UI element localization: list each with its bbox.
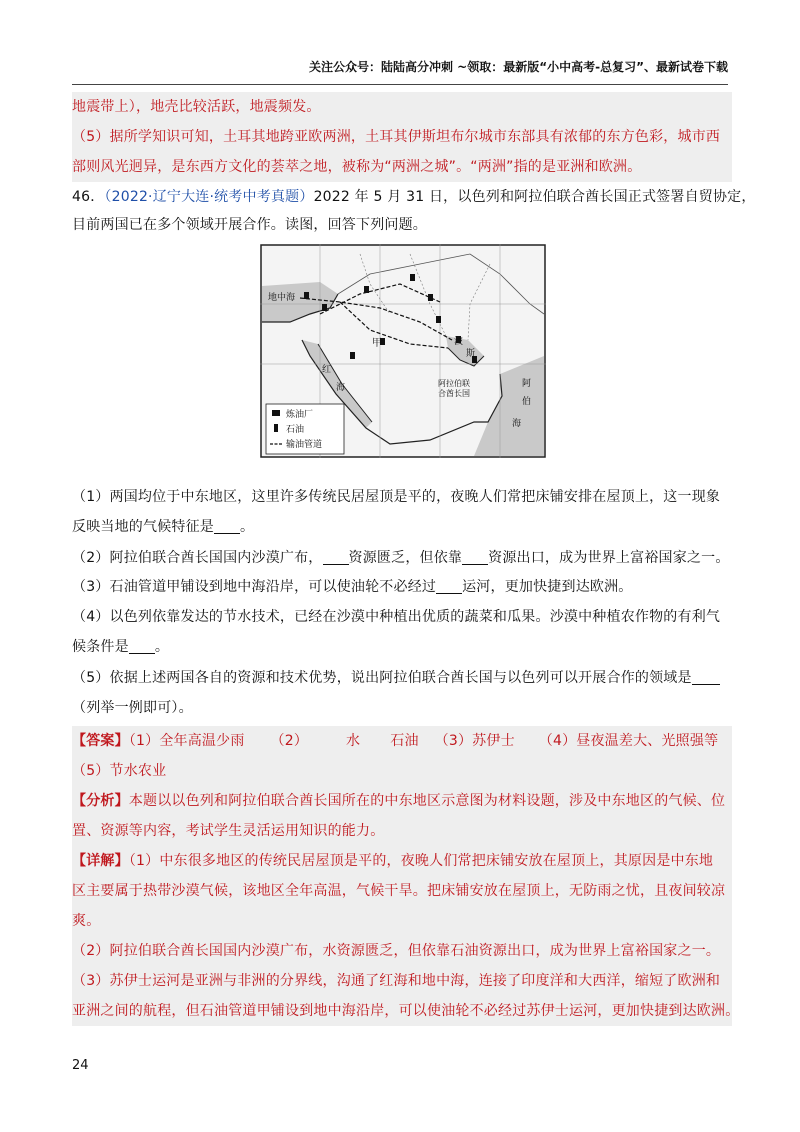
question-intro-line-2: 目前两国已在多个领域开展合作。读图，回答下列问题。 [72,217,427,233]
header-rule [72,84,728,85]
detail-line-3: 爽。 [72,913,101,929]
detail-tag: 【详解】 [72,853,129,869]
refinery-icon [272,410,280,416]
q4-line-2 [72,636,732,658]
q1-text: 反映当地的气候特征是 [72,519,214,535]
answer-line-1 [72,730,732,752]
q2-line [72,547,732,569]
q1-line-2 [72,516,732,538]
answer-4: （4）昼夜温差大、光照强等 [538,733,719,749]
q1-blank[interactable] [214,517,240,534]
page-header: 关注公众号：陆陆高分冲刺 ~领取：最新版“小中高考-总复习”、最新试卷下载 [309,60,728,74]
analysis-tag: 【分析】 [72,793,129,809]
q3-text-a: （3）石油管道甲铺设到地中海沿岸，可以使油轮不必经过 [72,579,437,595]
question-intro: 2022 年 5 月 31 日，以色列和阿拉伯联合酋长国正式签署自贸协定， [313,189,756,205]
prev-line-1: 地震带上），地壳比较活跃，地震频发。 [72,99,321,115]
prev-line-2: （5）据所学知识可知，土耳其地跨亚欧两洲，土耳其伊斯坦布尔城市东部具有浓郁的东方色彩，城市西 [72,129,721,145]
detail-line-2: 区主要属于热带沙漠气候，该地区全年高温，气候干旱。把床铺安放在屋顶上，无防雨之忧，且夜间较凉 [72,883,726,899]
label-red-sea-1: 红 [322,365,332,375]
q2-text-a: （2）阿拉伯联合酋长国国内沙漠广布， [72,550,323,566]
label-red-sea-2: 海 [336,383,346,393]
q4-text: 候条件是 [72,639,129,655]
page-number: 24 [72,1058,89,1073]
answer-2-water: 水 [346,733,361,749]
q3-text-b: 运河，更加快捷到达欧洲。 [462,579,633,595]
detail-line-1 [72,850,732,872]
prev-line-3: 部则风光迥异，是东西方文化的荟萃之地，被称为“两洲之城”。“两洲”指的是亚洲和欧洲。 [72,159,642,175]
answer-2: （2） [270,733,309,749]
label-mediterranean: 地中海 [268,293,296,303]
analysis-line-2: 置、资源等内容，考试学生灵活运用知识的能力。 [72,823,385,839]
detail-line-6: 亚洲之间的航程，但石油管道甲铺设到地中海沿岸，可以使油轮不必经过苏伊士运河，更加快捷到达欧洲。 [72,1003,740,1019]
label-uae-1: 阿拉伯联 [438,379,470,388]
analysis-text-1: 本题以以色列和阿拉伯联合酋长国所在的中东地区示意图为材料设题，涉及中东地区的气候、位 [128,793,726,809]
analysis-line-1 [72,790,732,812]
label-arabian-sea-3: 海 [512,419,522,429]
q5-blank[interactable] [692,668,720,685]
q3-line [72,576,732,598]
q2-blank-1[interactable] [323,548,349,565]
label-uae-2: 合酋长国 [438,389,470,398]
answer-2-oil: 石油 [390,733,419,749]
answer-3: （3）苏伊士 [434,733,515,749]
legend-oil: 石油 [286,425,305,435]
label-jia: 甲 [372,338,382,349]
question-intro-line-1 [72,186,756,208]
q2-blank-2[interactable] [462,548,488,565]
q4-period: 。 [154,639,170,655]
detail-text-1: （1）中东很多地区的传统民居屋顶是平的，夜晚人们常把床铺安放在屋顶上，其原因是中东地 [128,853,714,869]
q3-blank[interactable] [436,577,462,594]
middle-east-map [260,244,546,458]
q2-text-c: 资源出口，成为世界上富裕国家之一。 [488,550,730,566]
q1-period: 。 [240,519,255,535]
question-number: 46． [72,189,105,205]
q5-line-2: （列举一例即可）。 [72,700,193,716]
q4-line-1: （4）以色列依靠发达的节水技术，已经在沙漠中种植出优质的蔬菜和瓜果。沙漠中种植农作物的有利气 [72,609,721,625]
q4-blank[interactable] [129,637,155,654]
oil-icon [274,424,278,432]
q5-line-1 [72,667,732,689]
label-persian-1: 波 [454,337,464,347]
answer-tag: 【答案】 [72,733,129,749]
label-arabian-sea-2: 伯 [522,397,532,407]
q5-text: （5）依据上述两国各自的资源和技术优势，说出阿拉伯联合酋长国与以色列可以开展合作的领域是 [72,670,692,686]
answer-line-2: （5）节水农业 [72,763,167,779]
detail-line-4: （2）阿拉伯联合酋长国国内沙漠广布，水资源匮乏，但依靠石油资源出口，成为世界上富裕国家之一。 [72,943,721,959]
q1-line-1: （1）两国均位于中东地区，这里许多传统民居屋顶是平的，夜晚人们常把床铺安排在屋顶上，这一现象 [72,489,721,505]
detail-line-5: （3）苏伊士运河是亚洲与非洲的分界线，沟通了红海和地中海，连接了印度洋和大西洋，缩短了欧洲和 [72,973,721,989]
q2-text-b: 资源匮乏，但依靠 [348,550,463,566]
label-persian-2: 斯 [466,349,476,359]
answer-1: （1）全年高温少雨 [128,733,245,749]
legend-pipeline: 输油管道 [286,440,323,450]
legend-refinery: 炼油厂 [286,410,314,420]
question-source: （2022·辽宁大连·统考中考真题） [104,189,314,205]
label-arabian-sea-1: 阿 [522,379,532,389]
